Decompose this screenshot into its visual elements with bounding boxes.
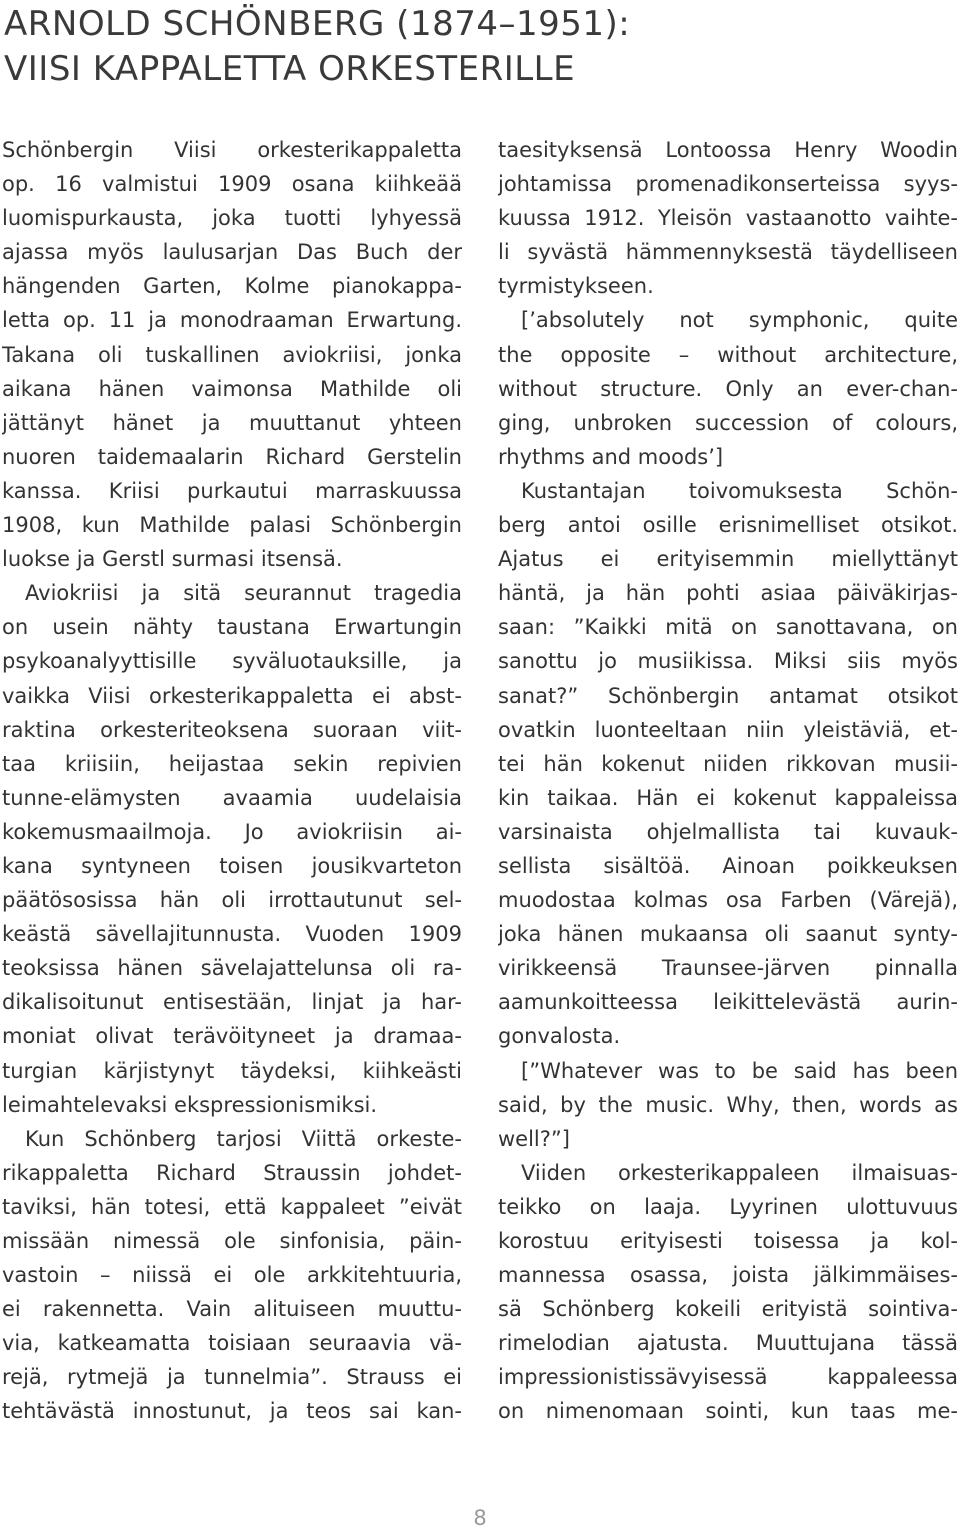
text-line: [’absolutely not symphonic, quite — [521, 308, 958, 333]
text-line: Takana oli tuskallinen aviokriisi, jonka — [2, 342, 462, 367]
text-line: kana syntyneen toisen jousikvarteton — [2, 853, 462, 878]
text-line: ei rakennetta. Vain alituiseen muuttu- — [2, 1297, 462, 1322]
text-line: Kustantajan toivomuksesta Schön- — [521, 478, 958, 503]
text-line: tehtävästä innostunut, ja teos sai kan- — [2, 1399, 462, 1424]
text-line: hängenden Garten, Kolme pianokappa- — [2, 274, 462, 299]
text-line: psykoanalyyttisille syväluotauksille, ja — [2, 649, 462, 674]
text-line: saan: ”Kaikki mitä on sanottavana, on — [498, 615, 958, 640]
text-line: Ajatus ei erityisemmin miellyttänyt — [498, 547, 958, 572]
text-line: tei hän kokenut niiden rikkovan musii- — [498, 751, 958, 776]
text-line: 1908, kun Mathilde palasi Schönbergin — [2, 513, 462, 538]
text-line: Schönbergin Viisi orkesterikappaletta — [2, 138, 462, 162]
text-line: missään nimessä ole sinfonisia, päin- — [2, 1229, 462, 1253]
text-line: ging, unbroken succession of colours, — [498, 410, 958, 435]
text-line: kanssa. Kriisi purkautui marraskuussa — [2, 478, 462, 503]
text-line: varsinaista ohjelmallista tai kuvauk- — [498, 819, 958, 844]
text-line: the opposite – without architecture, — [498, 342, 958, 367]
left-text-column — [2, 133, 462, 1429]
text-line: berg antoi osille erisnimelliset otsikot. — [498, 513, 958, 538]
text-line: [”Whatever was to be said has been — [521, 1058, 958, 1083]
text-line: luokse ja Gerstl surmasi itsensä. — [2, 547, 343, 572]
text-line: via, katkeamatta toisiaan seuraavia vä- — [2, 1331, 462, 1356]
text-line: kuussa 1912. Yleisön vastaanotto vaihte- — [498, 206, 958, 231]
text-line: aikana hänen vaimonsa Mathilde oli — [2, 376, 462, 401]
page-title — [4, 2, 630, 92]
text-line: Kun Schönberg tarjosi Viittä orkeste- — [25, 1126, 462, 1151]
text-line: häntä, ja hän pohti asiaa päiväkirjas- — [498, 581, 958, 606]
text-line: li syvästä hämmennyksestä täydelliseen — [498, 240, 958, 265]
title-line-1: ARNOLD SCHÖNBERG (1874–1951): — [4, 4, 631, 44]
text-line: korostuu erityisesti toisessa ja kol- — [498, 1229, 958, 1253]
text-line: impressionistissävyisessä kappaleessa — [498, 1365, 958, 1390]
text-line: tyrmistykseen. — [498, 274, 654, 299]
text-line: muodostaa kolmas osa Farben (Värejä), — [498, 888, 958, 913]
text-line: on nimenomaan sointi, kun taas me- — [498, 1399, 958, 1424]
text-line: tunne-elämysten avaamia uudelaisia — [2, 785, 462, 810]
text-line: sanottu jo musiikissa. Miksi siis myös — [498, 649, 958, 674]
text-line: taa kriisiin, heijastaa sekin repivien — [2, 751, 462, 776]
text-line: vaikka Viisi orkesterikappaletta ei abst- — [2, 683, 462, 708]
page-number: 8 — [473, 1506, 487, 1530]
text-line: taesityksensä Lontoossa Henry Woodin — [498, 138, 958, 162]
text-line: rejä, rytmejä ja tunnelmia”. Strauss ei — [2, 1365, 462, 1390]
text-line: taviksi, hän totesi, että kappaleet ”eivät — [2, 1194, 462, 1219]
text-line: keästä sävellajitunnusta. Vuoden 1909 — [2, 922, 462, 947]
text-line: gonvalosta. — [498, 1024, 621, 1049]
text-line: päätösosissa hän oli irrottautunut sel- — [2, 888, 462, 913]
text-line: aamunkoitteessa leikittelevästä aurin- — [498, 990, 958, 1015]
text-line: rikappaletta Richard Straussin johdet- — [2, 1160, 462, 1185]
text-line: dikalisoitunut entisestään, linjat ja har- — [2, 990, 462, 1015]
text-line: vastoin – niissä ei ole arkkitehtuuria, — [2, 1263, 462, 1288]
text-line: leimahtelevaksi ekspressionismiksi. — [2, 1092, 378, 1117]
text-line: joka hänen mukaansa oli saanut synty- — [498, 922, 958, 947]
text-line: without structure. Only an ever-chan- — [498, 376, 958, 401]
text-line: on usein nähty taustana Erwartungin — [2, 615, 462, 640]
text-line: johtamissa promenadikonserteissa syys- — [498, 172, 958, 197]
text-line: luomispurkausta, joka tuotti lyhyessä — [2, 206, 462, 231]
text-line: rhythms and moods’] — [498, 444, 724, 469]
right-text-column — [498, 133, 958, 1429]
text-line: ovatkin luonteeltaan niin yleistäviä, et- — [498, 717, 958, 742]
text-line: jättänyt hänet ja muuttanut yhteen — [2, 410, 462, 435]
text-line: sä Schönberg kokeili erityistä sointiva- — [498, 1297, 958, 1322]
text-line: ajassa myös laulusarjan Das Buch der — [2, 240, 462, 265]
text-line: letta op. 11 ja monodraaman Erwartung. — [2, 308, 462, 333]
text-line: moniat olivat terävöityneet ja dramaa- — [2, 1024, 462, 1049]
text-line: raktina orkesteriteoksena suoraan viit- — [2, 717, 462, 742]
text-line: sellista sisältöä. Ainoan poikkeuksen — [498, 853, 958, 878]
text-line: virikkeensä Traunsee-järven pinnalla — [498, 956, 958, 981]
text-line: teoksissa hänen sävelajattelunsa oli ra- — [2, 956, 462, 981]
text-line: mannessa osassa, joista jälkimmäises- — [498, 1263, 958, 1288]
text-line: sanat?” Schönbergin antamat otsikot — [498, 683, 958, 708]
text-line: op. 16 valmistui 1909 osana kiihkeää — [2, 172, 462, 197]
text-line: nuoren taidemaalarin Richard Gerstelin — [2, 444, 462, 469]
text-line: Aviokriisi ja sitä seurannut tragedia — [25, 581, 462, 606]
text-line: kokemusmaailmoja. Jo aviokriisin ai- — [2, 819, 462, 844]
text-line: teikko on laaja. Lyyrinen ulottuvuus — [498, 1194, 958, 1219]
text-line: turgian kärjistynyt täydeksi, kiihkeästi — [2, 1058, 462, 1083]
text-line: said, by the music. Why, then, words as — [498, 1092, 958, 1117]
text-line: Viiden orkesterikappaleen ilmaisuas- — [521, 1160, 958, 1185]
text-line: kin taikaa. Hän ei kokenut kappaleissa — [498, 785, 958, 810]
text-line: rimelodian ajatusta. Muuttujana tässä — [498, 1331, 958, 1356]
title-line-2: VIISI KAPPALETTA ORKESTERILLE — [4, 49, 576, 89]
text-line: well?”] — [498, 1126, 570, 1151]
